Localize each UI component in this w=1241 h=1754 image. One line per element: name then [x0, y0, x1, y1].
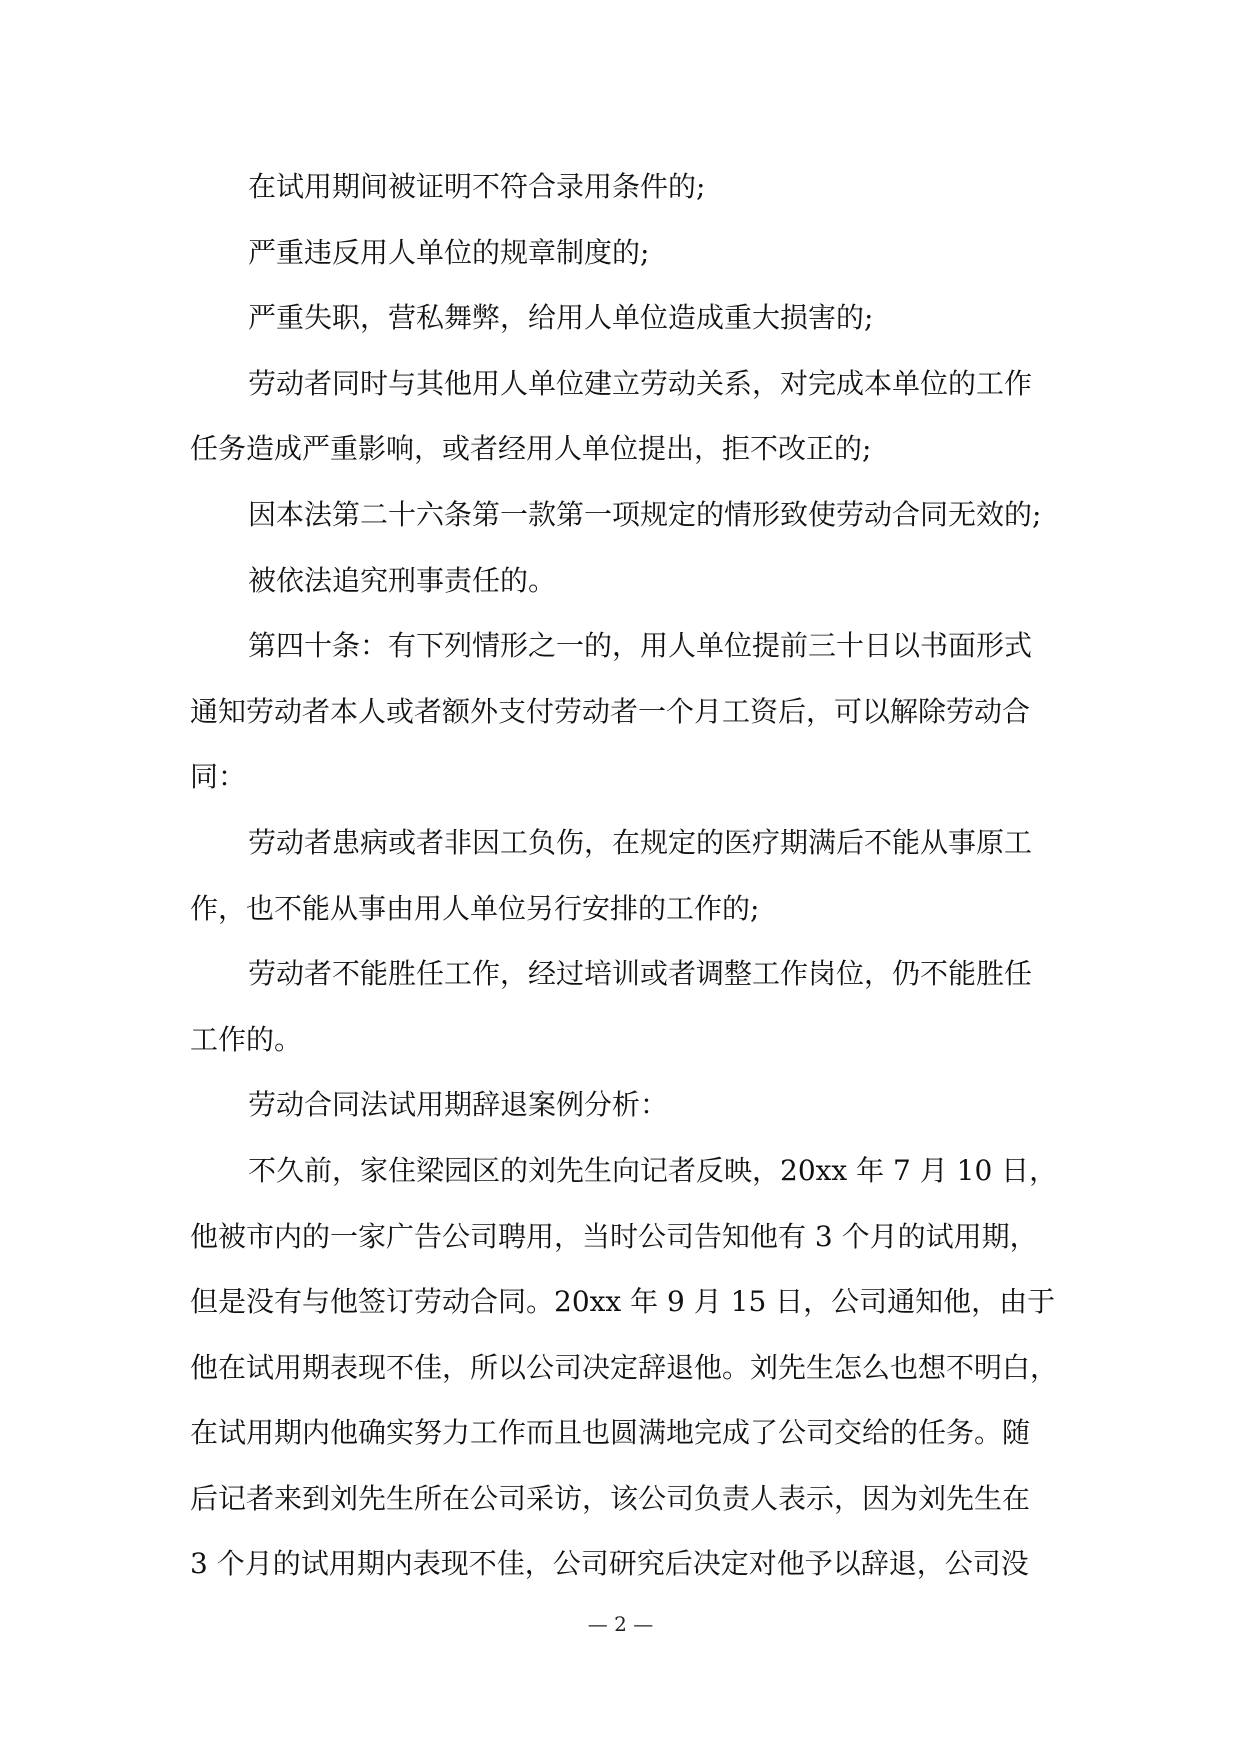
paragraph: [190, 941, 1050, 1072]
paragraph-line: 在试用期内他确实努力工作而且也圆满地完成了公司交给的任务。随: [190, 1416, 1031, 1450]
paragraph-line: 后记者来到刘先生所在公司采访，该公司负责人表示，因为刘先生在: [190, 1481, 1031, 1515]
paragraph-line: 严重违反用人单位的规章制度的;: [248, 235, 650, 269]
paragraph-line: 他被市内的一家广告公司聘用，当时公司告知他有 3 个月的试用期，: [190, 1219, 1038, 1253]
paragraph-line: 通知劳动者本人或者额外支付劳动者一个月工资后，可以解除劳动合: [190, 694, 1031, 728]
paragraph-line: 同：: [190, 760, 247, 794]
paragraph: [190, 154, 1050, 220]
paragraph-line: 任务造成严重影响，或者经用人单位提出，拒不改正的;: [190, 432, 872, 466]
paragraph-line: 他在试用期表现不佳，所以公司决定辞退他。刘先生怎么也想不明白，: [190, 1350, 1059, 1384]
paragraph: [190, 220, 1050, 286]
paragraph-line: 劳动者同时与其他用人单位建立劳动关系，对完成本单位的工作: [248, 366, 1033, 400]
page-number: — 2 —: [587, 1612, 654, 1636]
paragraph-line: 被依法追究刑事责任的。: [248, 563, 557, 597]
paragraph: [190, 482, 1050, 548]
paragraph: [190, 1072, 1050, 1138]
paragraph-line: 劳动者不能胜任工作，经过培训或者调整工作岗位，仍不能胜任: [248, 957, 1033, 991]
paragraph: [190, 548, 1050, 614]
paragraph: [190, 351, 1050, 482]
paragraph-line: 第四十条：有下列情形之一的，用人单位提前三十日以书面形式: [248, 629, 1033, 663]
paragraph-line: 不久前，家住梁园区的刘先生向记者反映，20xx 年 7 月 10 日，: [248, 1153, 1058, 1187]
paragraph-line: 3 个月的试用期内表现不佳，公司研究后决定对他予以辞退，公司没: [190, 1547, 1029, 1581]
document-body: [190, 154, 1059, 1597]
paragraph-line: 劳动者患病或者非因工负伤，在规定的医疗期满后不能从事原工: [248, 825, 1033, 859]
paragraph-line: 劳动合同法试用期辞退案例分析：: [248, 1088, 669, 1122]
paragraph: [190, 285, 1050, 351]
paragraph-line: 因本法第二十六条第一款第一项规定的情形致使劳动合同无效的;: [248, 497, 1042, 531]
paragraph: [190, 1138, 1059, 1597]
paragraph-line: 严重失职，营私舞弊，给用人单位造成重大损害的;: [248, 301, 874, 335]
paragraph-line: 但是没有与他签订劳动合同。20xx 年 9 月 15 日，公司通知他，由于: [190, 1285, 1056, 1319]
paragraph: [190, 810, 1050, 941]
paragraph-line: 作，也不能从事由用人单位另行安排的工作的;: [190, 891, 760, 925]
paragraph: [190, 613, 1050, 810]
paragraph-line: 在试用期间被证明不符合录用条件的;: [248, 170, 706, 203]
paragraph-line: 工作的。: [190, 1022, 303, 1056]
